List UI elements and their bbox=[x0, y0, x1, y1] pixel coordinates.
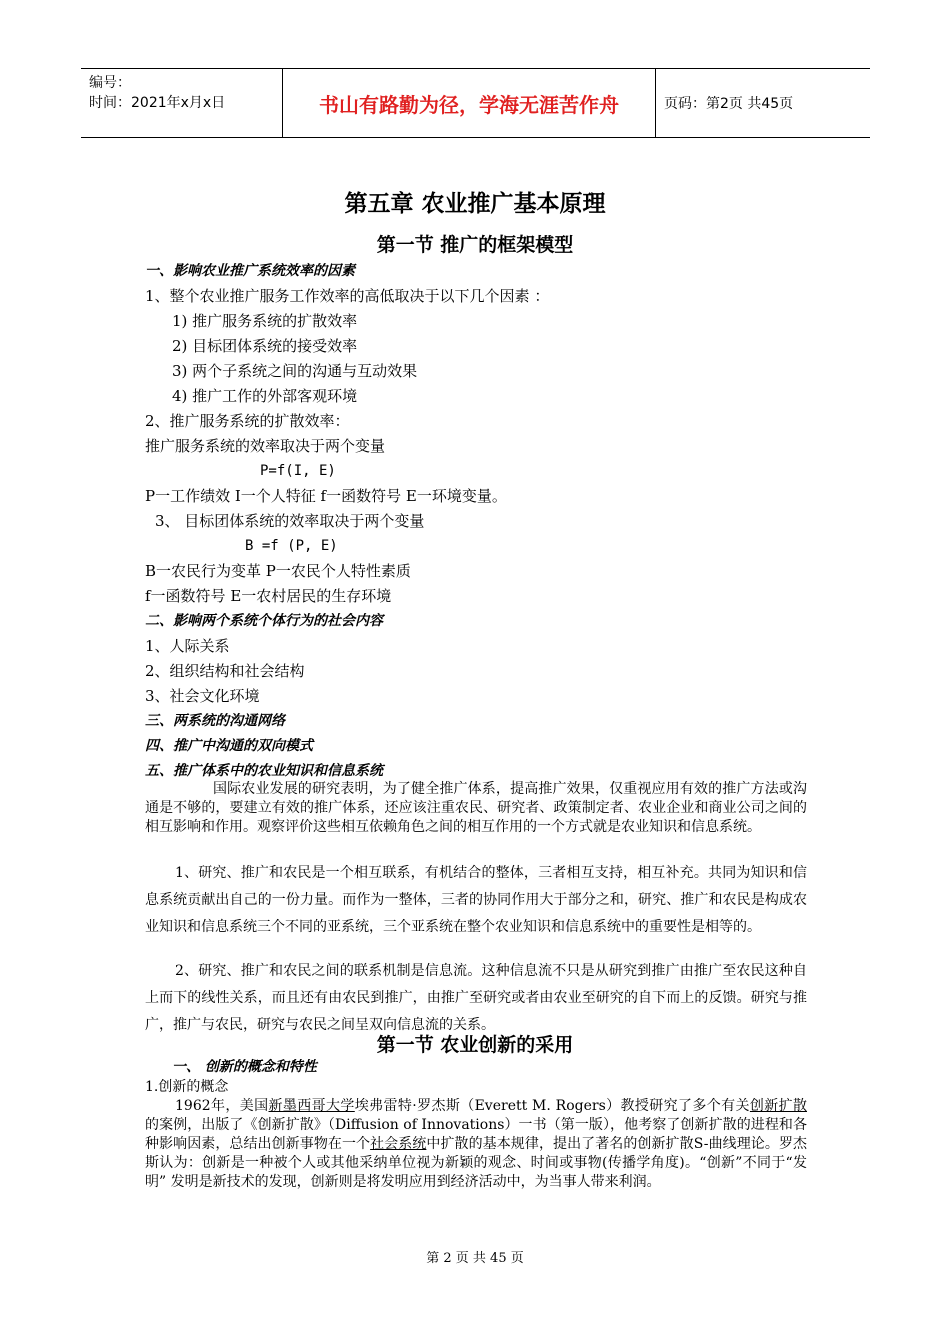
list-item: 4) 推广工作的外部客观环境 bbox=[172, 387, 358, 405]
list-item: 2) 目标团体系统的接受效率 bbox=[172, 337, 358, 355]
paragraph: 国际农业发展的研究表明，为了健全推广体系，提高推广效果，仅重视应用有效的推广方法或沟通是不够的，要建立有效的推广体系，还应该注重农民、研究者、政策制定者、农业企业和商业公司之间的相互影响和作用。观察评价这些相互依赖角色之间的相互作用的一个方式就是农业知识和信息系统。 bbox=[145, 781, 807, 835]
list-item: 1) 推广服务系统的扩散效率 bbox=[172, 312, 358, 330]
paragraph: 1、研究、推广和农民是一个相互联系，有机结合的整体，三者相互支持，相互补充。共同为知识和信息系统贡献出自己的一份力量。而作为一整体，三者的协同作用大于部分之和，研究、推广和农民是构成农业知识和信息系统三个不同的亚系统，三个亚系统在整个农业知识和信息系统中的重要性是相等的。 bbox=[145, 865, 807, 935]
formula-legend: f一函数符号 E一农村居民的生存环境 bbox=[145, 587, 392, 605]
number-label: 编号： bbox=[89, 75, 131, 91]
list-item: 1、人际关系 bbox=[145, 637, 230, 655]
formula-legend: P一工作绩效 I一个人特征 f一函数符号 E一环境变量。 bbox=[145, 487, 507, 505]
heading-three: 三、两系统的沟通网络 bbox=[145, 713, 285, 729]
header-motto: 书山有路勤为径，学海无涯苦作舟 bbox=[319, 92, 619, 117]
section-title: 第一节 推广的框架模型 bbox=[376, 234, 574, 256]
sub-heading: 1.创新的概念 bbox=[145, 1079, 229, 1095]
heading-four: 四、推广中沟通的双向模式 bbox=[145, 738, 313, 754]
formula: B =f (P, E) bbox=[245, 538, 338, 554]
paragraph bbox=[145, 1097, 807, 1192]
link-social-system[interactable]: 社会系统 bbox=[370, 1136, 427, 1152]
text-span: 的案例，出版了《创新扩散》（Diffusion of Innovations）一书（第一版），他考察了创新扩散的进程和各种影响因素，总结出创新事物在一个 bbox=[145, 1117, 807, 1152]
list-item: 3、社会文化环境 bbox=[145, 687, 260, 705]
header-meta bbox=[89, 73, 225, 113]
list-item: 2、组织结构和社会结构 bbox=[145, 662, 305, 680]
text-span: 1962年，美国 bbox=[175, 1098, 269, 1114]
paragraph: 2、研究、推广和农民之间的联系机制是信息流。这种信息流不只是从研究到推广由推广至农民这种自上而下的线性关系，而且还有由农民到推广，由推广至研究或者由农业至研究的自下而上的反馈。研究与推广，推广与农民，研究与农民之间呈双向信息流的关系。 bbox=[145, 963, 807, 1033]
paragraph: 1、整个农业推广服务工作效率的高低取决于以下几个因素 ： bbox=[145, 287, 550, 305]
heading-one: 一、影响农业推广系统效率的因素 bbox=[145, 263, 355, 279]
link-innovation-diffusion[interactable]: 创新扩散 bbox=[749, 1098, 808, 1114]
section-title: 第一节 农业创新的采用 bbox=[376, 1034, 574, 1056]
text-span: 埃弗雷特·罗杰斯（Everett M. Rogers）教授研究了多个有关 bbox=[354, 1098, 750, 1114]
page-footer: 第 2 页 共 45 页 bbox=[426, 1251, 524, 1266]
link-new-mexico-university[interactable]: 新墨西哥大学 bbox=[268, 1098, 355, 1114]
paragraph: 推广服务系统的效率取决于两个变量 bbox=[145, 437, 386, 455]
page-header bbox=[81, 68, 870, 138]
header-page-info: 页码：第2页 共45页 bbox=[664, 96, 794, 112]
heading-two: 二、影响两个系统个体行为的社会内容 bbox=[145, 613, 383, 629]
heading-one: 一、 创新的概念和特性 bbox=[172, 1059, 317, 1075]
chapter-title: 第五章 农业推广基本原理 bbox=[344, 191, 606, 217]
text-span: 中扩散的基本规律，提出了著名的创新扩散S-曲线理论。罗杰斯认为：创新是一种被个人或其他采纳单位视为新颖的观念、时间或事物(传播学角度)。“创新”不同于“发明” 发明是新技术的发现，创新则是将发明应用到经济活动中，为当事人带来利润。 bbox=[145, 1136, 808, 1190]
formula-legend: B一农民行为变革 P一农民个人特性素质 bbox=[145, 562, 411, 580]
time-label: 时间：2021年x月x日 bbox=[89, 95, 226, 111]
paragraph: 2、推广服务系统的扩散效率： bbox=[145, 412, 350, 430]
header-divider bbox=[655, 69, 656, 137]
heading-five: 五、推广体系中的农业知识和信息系统 bbox=[145, 763, 383, 779]
list-item: 3) 两个子系统之间的沟通与互动效果 bbox=[172, 362, 418, 380]
paragraph: 3、 目标团体系统的效率取决于两个变量 bbox=[155, 512, 425, 530]
formula: P=f(I, E) bbox=[260, 463, 336, 479]
